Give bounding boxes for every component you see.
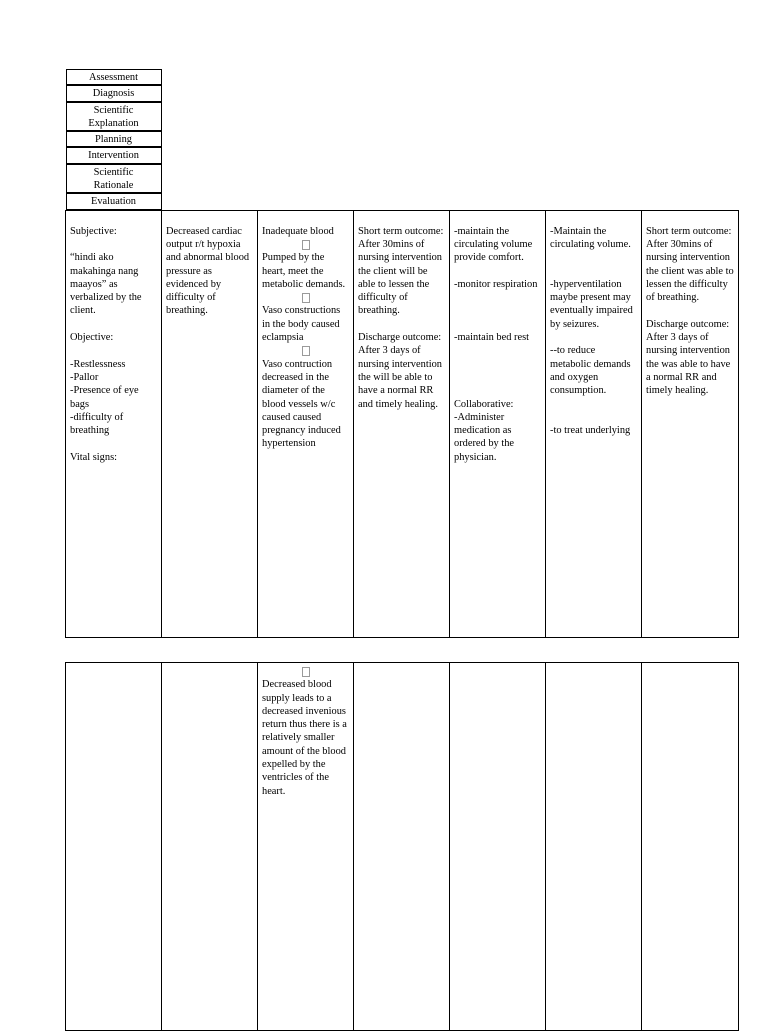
- rationale-4: -to treat underlying: [550, 425, 631, 437]
- planning-cell: [354, 210, 450, 637]
- explanation-3: Vaso constructions in the body caused eclampsia: [262, 305, 341, 344]
- continuation-row: [66, 663, 739, 1031]
- explanation-1: Inadequate blood: [262, 225, 334, 237]
- intervention-cell-cont: [450, 663, 546, 1031]
- explanation-cell-cont: [258, 663, 354, 1031]
- intervention-3: -maintain bed rest: [454, 332, 530, 344]
- intervention-collaborative: Collaborative: -Administer medication as ordered by the physician.: [454, 398, 515, 463]
- evaluation-discharge: Discharge outcome: After 3 days of nursing intervention the was able to have a normal RR and timely healing.: [646, 318, 731, 397]
- subjective-label: Subjective:: [70, 225, 117, 237]
- assessment-cell-cont: [66, 663, 162, 1031]
- explanation-5: Decreased blood supply leads to a decreased invenious return thus there is a relatively smaller amount of the blood expelled by the ventricles of the heart.: [262, 679, 347, 797]
- care-plan-table: [65, 69, 739, 638]
- rationale-1: -Maintain the circulating volume.: [550, 225, 631, 250]
- intervention-2: -monitor respiration: [454, 278, 538, 290]
- header-row: [66, 69, 739, 210]
- box-bullet-icon: [262, 238, 349, 251]
- box-bullet-icon: [262, 291, 349, 304]
- evaluation-short-term: Short term outcome: After 30mins of nursing intervention the client was able to lessen the difficulty of breathing.: [646, 225, 734, 304]
- rationale-3: --to reduce metabolic demands and oxygen consumption.: [550, 345, 631, 397]
- subjective-quote: “hindi ako makahinga nang maayos” as verbalized by the client.: [70, 252, 142, 317]
- box-bullet-icon: [262, 665, 349, 678]
- header-scientific-rationale: Scientific Rationale: [66, 164, 162, 194]
- intervention-1: -maintain the circulating volume provide comfort.: [454, 225, 533, 264]
- header-evaluation: Evaluation: [66, 193, 162, 209]
- rationale-cell: [546, 210, 642, 637]
- explanation-2: Pumped by the heart, meet the metabolic demands.: [262, 252, 346, 290]
- header-assessment: Assessment: [66, 69, 162, 85]
- planning-short-term: Short term outcome: After 30mins of nursing intervention the client will be able to lessen the difficulty of breathing.: [358, 225, 444, 317]
- evaluation-cell-cont: [642, 663, 739, 1031]
- diagnosis-text: Decreased cardiac output r/t hypoxia and abnormal blood pressure as evidenced by difficulty of breathing.: [166, 225, 250, 317]
- content-row: [66, 210, 739, 637]
- header-scientific-explanation: Scientific Explanation: [66, 102, 162, 132]
- rationale-cell-cont: [546, 663, 642, 1031]
- planning-discharge: Discharge outcome: After 3 days of nursing intervention the will be able to have a normal RR and timely healing.: [358, 332, 442, 410]
- intervention-cell: [450, 210, 546, 637]
- diagnosis-cell-cont: [162, 663, 258, 1031]
- header-planning: Planning: [66, 131, 162, 147]
- rationale-2: -hyperventilation maybe present may eventually impaired by seizures.: [550, 278, 633, 330]
- box-bullet-icon: [262, 344, 349, 357]
- header-intervention: Intervention: [66, 147, 162, 163]
- diagnosis-cell: [162, 210, 258, 637]
- explanation-4: Vaso contruction decreased in the diameter of the blood vessels w/c caused caused pregnancy induced hypertension: [262, 358, 341, 450]
- vital-signs-label: Vital signs:: [70, 451, 118, 463]
- objective-list: -Restlessness -Pallor -Presence of eye bags -difficulty of breathing: [70, 358, 139, 437]
- objective-label: Objective:: [70, 332, 114, 344]
- assessment-cell: [66, 210, 162, 637]
- care-plan-continuation-table: [65, 662, 739, 1031]
- evaluation-cell: [642, 210, 739, 637]
- header-diagnosis: Diagnosis: [66, 85, 162, 101]
- planning-cell-cont: [354, 663, 450, 1031]
- explanation-cell: [258, 210, 354, 637]
